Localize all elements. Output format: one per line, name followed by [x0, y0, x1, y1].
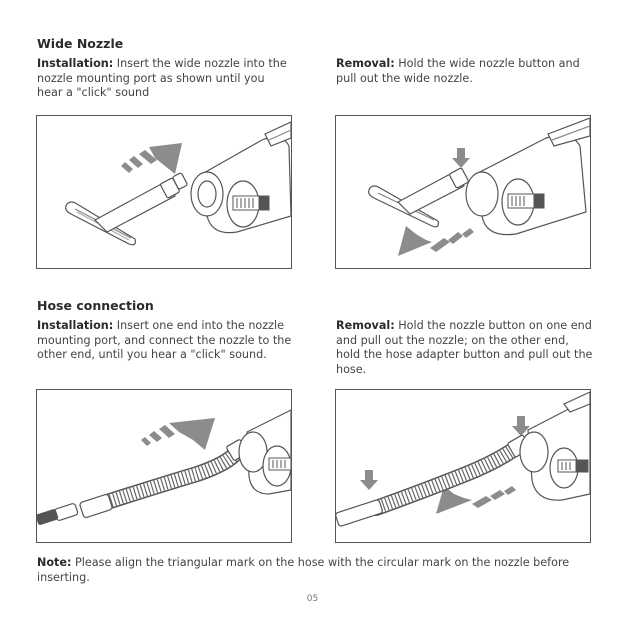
figure-hose-installation — [36, 389, 292, 543]
wide-nozzle-installation-text — [37, 57, 292, 101]
insert-arrow-icon — [141, 418, 215, 450]
installation-label: Installation: — [37, 57, 114, 70]
press-arrow-icon — [452, 148, 470, 168]
removal-body: Hold the nozzle button on one end and pull out the nozzle; on the other end, hold the hose adapter button and pull out the hose. — [336, 319, 593, 376]
press-arrow-icon — [360, 470, 378, 490]
vacuum-body-part — [520, 392, 590, 500]
pull-arrow-icon — [398, 226, 474, 256]
installation-body: Insert one end into the nozzle mounting port, and connect the nozzle to the other end, until you hear a "click" sound. — [37, 319, 292, 362]
figure-wide-nozzle-installation — [36, 115, 292, 269]
pull-arrow-icon — [436, 486, 516, 514]
insert-arrow-icon — [121, 143, 182, 174]
brush-roll-part — [233, 196, 269, 210]
hose-installation-illustration — [37, 390, 291, 542]
brush-roll-part — [508, 194, 544, 208]
brush-roll-part — [269, 458, 291, 470]
wide-nozzle-removal-text — [336, 57, 591, 86]
section-title-wide-nozzle: Wide Nozzle — [37, 36, 124, 51]
removal-label: Removal: — [336, 57, 395, 70]
vacuum-body-part — [239, 410, 291, 494]
removal-body: Hold the wide nozzle button and pull out the wide nozzle. — [336, 57, 580, 85]
figure-wide-nozzle-removal — [335, 115, 591, 269]
vacuum-body-part — [466, 118, 590, 235]
hose-installation-text — [37, 319, 299, 363]
wide-nozzle-removal-illustration — [336, 116, 590, 268]
note-label: Note: — [37, 556, 72, 569]
installation-body: Insert the wide nozzle into the nozzle mounting port as shown until you hear a "click" sound — [37, 57, 287, 100]
installation-label: Installation: — [37, 319, 114, 332]
hose-removal-illustration — [336, 390, 590, 542]
page-number: 05 — [306, 594, 319, 604]
wide-nozzle-part — [369, 168, 469, 227]
figure-hose-removal — [335, 389, 591, 543]
section-title-hose-connection: Hose connection — [37, 298, 154, 313]
brush-roll-part — [558, 460, 588, 472]
hose-part — [107, 452, 237, 502]
removal-label: Removal: — [336, 319, 395, 332]
wide-nozzle-part — [66, 172, 188, 244]
note-body: Please align the triangular mark on the hose with the circular mark on the nozzle before inserting. — [37, 556, 570, 584]
note-text — [37, 556, 597, 585]
hose-removal-text — [336, 319, 594, 377]
vacuum-body-part — [191, 122, 291, 233]
press-arrow-icon — [512, 416, 530, 436]
hose-adapter-part — [37, 439, 248, 525]
wide-nozzle-installation-illustration — [37, 116, 291, 268]
